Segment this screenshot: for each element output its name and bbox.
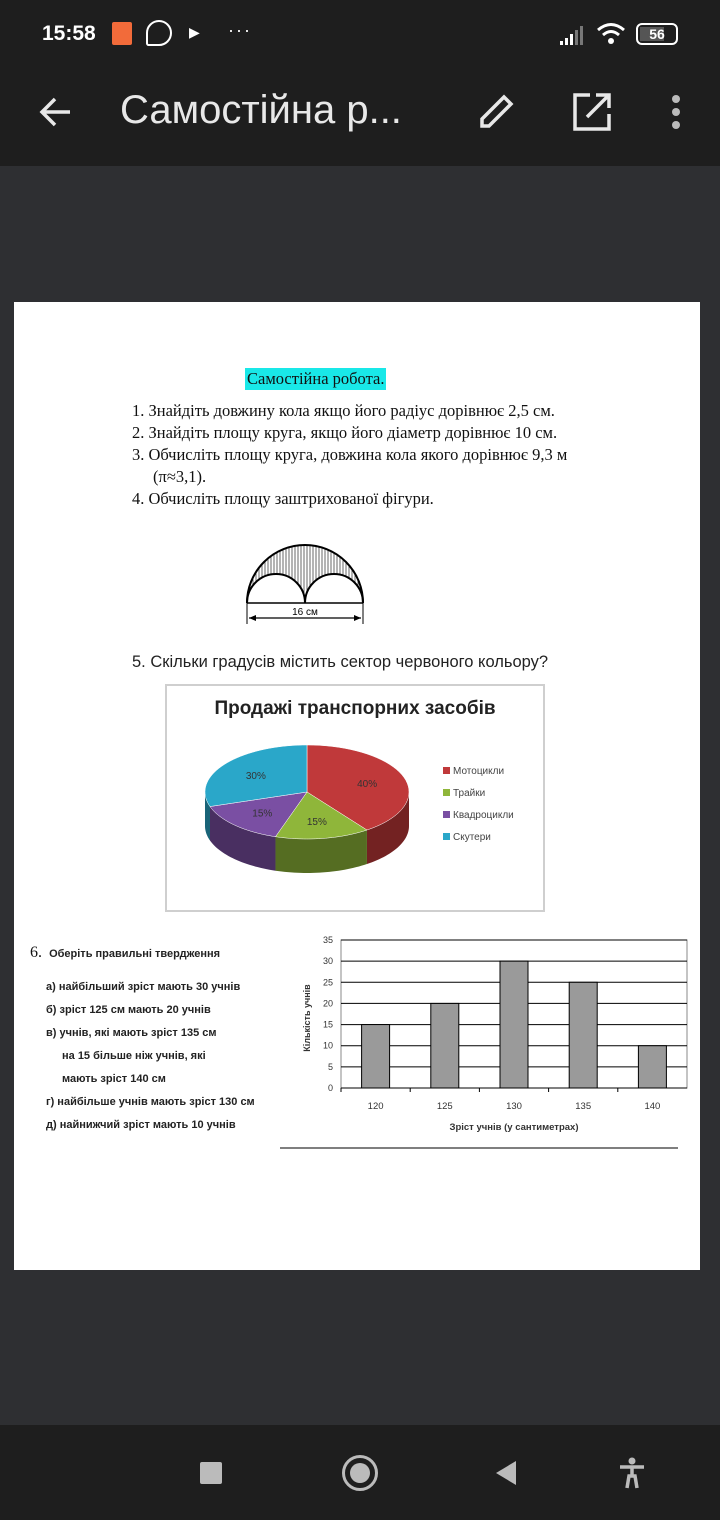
y-tick-label: 10 (322, 1040, 333, 1051)
pie-data-label: 40% (357, 778, 378, 790)
task-item: 3. Обчисліть площу круга, довжина кола якого дорівнює 9,3 м (132, 445, 568, 464)
pie-chart (167, 686, 543, 910)
task-item: 1. Знайдіть довжину кола якщо його радіус дорівнює 2,5 см. (132, 401, 555, 420)
task-list (132, 400, 652, 510)
bar-125 (431, 1003, 459, 1088)
more-notifications-icon: ··· (228, 20, 252, 40)
trash-icon (112, 22, 132, 45)
y-tick-label: 0 (327, 1083, 333, 1093)
task-6: 6. Оберіть правильні твердження (30, 944, 221, 961)
pie-data-label: 15% (306, 816, 327, 828)
navigation-bar (0, 1425, 720, 1520)
more-vert-icon[interactable] (668, 94, 684, 130)
legend-item: Квадроцикли (453, 810, 514, 821)
x-tick-label: 125 (436, 1101, 453, 1112)
wifi-icon (596, 22, 626, 46)
pie-chart-title: Продажі транспорних засобів (214, 698, 496, 719)
y-tick-label: 30 (322, 956, 333, 967)
legend-swatch (443, 811, 450, 818)
document-title: Самостійна р... (120, 88, 402, 132)
legend-item: Мотоцикли (453, 766, 505, 777)
accessibility-icon[interactable] (618, 1457, 646, 1489)
task-item: 4. Обчисліть площу заштрихованої фігури. (132, 489, 434, 508)
task-item-cont: (π≈3,1). (153, 467, 207, 486)
x-tick-label: 135 (575, 1101, 592, 1112)
x-tick-label: 140 (644, 1101, 661, 1112)
x-tick-label: 130 (506, 1101, 522, 1112)
status-bar (0, 0, 720, 68)
y-tick-label: 15 (322, 1019, 333, 1030)
x-axis-label: Зріст учнів (у сантиметрах) (449, 1122, 579, 1133)
y-tick-label: 35 (322, 935, 333, 945)
document-page (14, 302, 700, 1270)
recents-button[interactable] (200, 1462, 222, 1484)
battery-level: 56 (649, 26, 665, 42)
y-axis-label: Кількість учнів (302, 984, 312, 1052)
back-arrow-icon[interactable] (38, 94, 74, 130)
legend-swatch (443, 789, 450, 796)
legend-item: Трайки (453, 788, 486, 799)
pencil-icon[interactable] (476, 92, 516, 132)
pie-chart-box (165, 684, 545, 912)
task-6-title: Оберіть правильні твердження (49, 948, 221, 960)
option-v: в) учнів, які мають зріст 135 см (46, 1027, 217, 1039)
bar-chart (274, 928, 694, 1150)
play-icon: ▶ (189, 24, 200, 40)
bar-140 (638, 1046, 666, 1088)
task-5: 5. Скільки градусів містить сектор червоного кольору? (132, 653, 549, 671)
task-item: 2. Знайдіть площу круга, якщо його діаметр дорівнює 10 см. (132, 423, 558, 442)
bar-130 (500, 961, 528, 1088)
y-tick-label: 5 (327, 1061, 333, 1072)
home-button[interactable] (342, 1455, 378, 1491)
bar-120 (362, 1025, 390, 1088)
task-6-options: а) найбільший зріст мають 30 учнів б) зріст 125 см мають 20 учнів в) учнів, які мають зріст 135 см на 15 більше ніж учнів, які мають зріст 140 см г) найбільше учнів мають зріст 130 см д) найнижчий зріст мають 10 учнів (46, 976, 306, 1137)
option-g: г) найбільше учнів мають зріст 130 см (46, 1096, 255, 1108)
option-a: а) найбільший зріст мають 30 учнів (46, 981, 241, 993)
bar-135 (569, 982, 597, 1088)
pie-data-label: 30% (245, 770, 266, 782)
app-bar (0, 68, 720, 166)
figure-dimension-label: 16 см (292, 607, 318, 618)
shaded-figure (239, 530, 369, 625)
pie-data-label: 15% (252, 808, 273, 820)
x-tick-label: 120 (367, 1101, 384, 1112)
clock: 15:58 (42, 22, 96, 45)
viber-icon (146, 20, 172, 46)
open-external-icon[interactable] (572, 92, 612, 132)
legend-swatch (443, 767, 450, 774)
back-button[interactable] (494, 1460, 518, 1486)
legend-item: Скутери (453, 832, 491, 843)
battery-icon (636, 23, 678, 45)
document-heading: Самостійна робота. (247, 369, 385, 388)
y-tick-label: 25 (322, 977, 333, 988)
option-b: б) зріст 125 см мають 20 учнів (46, 1004, 211, 1016)
option-d: д) найнижчий зріст мають 10 учнів (46, 1119, 236, 1131)
y-tick-label: 20 (322, 998, 333, 1009)
legend-swatch (443, 833, 450, 840)
signal-icon (560, 26, 586, 46)
